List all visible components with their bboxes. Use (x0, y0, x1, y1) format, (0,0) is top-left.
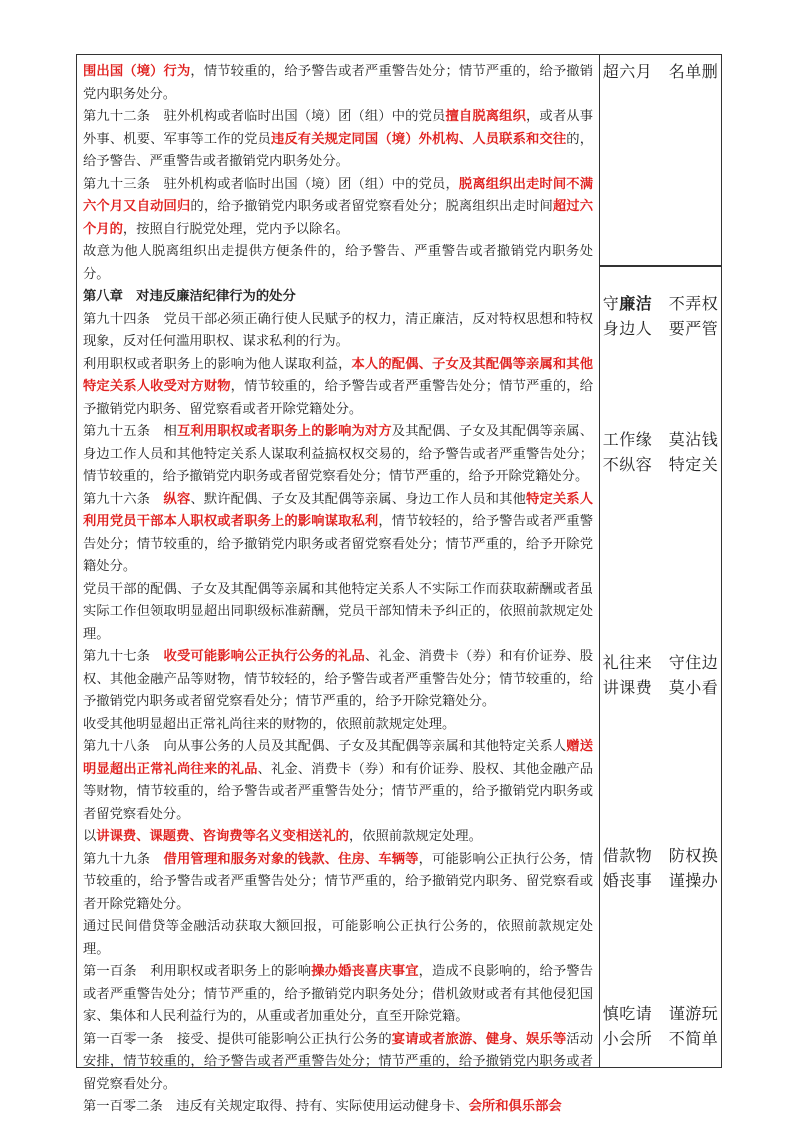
text-run: 第九十五条 相 (83, 424, 177, 439)
highlighted-phrase: 本人的配偶、子女及其配偶等亲属和其他特定关系人收受对方财物 (83, 356, 594, 394)
text-run: 第八章 对违反廉洁纪律行为的处分 (83, 289, 296, 304)
regulation-paragraph (83, 489, 593, 579)
mnemonic-line: 借款物 防权换 (602, 846, 719, 865)
text-run: ，情节较重的，给予警告或者严重警告处分；情节严重的，给予撤销党内职务、留党察看或者开除党籍处分。 (83, 379, 594, 417)
highlighted-phrase: 互利用职权或者职务上的影响为对方 (176, 424, 392, 439)
highlighted-phrase: 操办婚丧喜庆事宜 (311, 964, 419, 979)
text-run: 党员干部的配偶、子女及其配偶等亲属和其他特定关系人不实际工作而获取薪酬或者虽实际工作但领取明显超出同职级标准薪酬，党员干部知情未予纠正的，依照前款规定处理。 (83, 581, 593, 642)
regulation-paragraph (83, 579, 593, 647)
mnemonic-line: 不纵容 特定关 (602, 455, 719, 474)
mnemonic-column (600, 55, 721, 1067)
regulation-paragraph (83, 1029, 593, 1097)
text-run: 第九十六条 (83, 491, 164, 507)
highlighted-phrase: 会所和俱乐部会 (468, 1099, 562, 1114)
text-run: ，按照自行脱党处理，党内予以除名。 (122, 221, 349, 237)
section-divider (600, 265, 721, 266)
text-run: 第九十四条 党员干部必须正确行使人民赋予的权力，清正廉洁，反对特权思想和特权现象，反对任何滥用职权、谋求私利的行为。 (83, 311, 593, 349)
mnemonic-cell (600, 59, 721, 84)
mnemonic-line: 工作缘 莫沾钱 (602, 430, 719, 449)
text-run: 守 (602, 294, 620, 313)
mnemonic-cell (600, 1001, 721, 1051)
mnemonic-line: 慎吃请 谨游玩 (602, 1004, 719, 1023)
regulation-paragraph (83, 961, 593, 1029)
mnemonic-line: 超六月 名单删 (602, 62, 719, 81)
mnemonic-line: 身边人 要严管 (602, 319, 719, 338)
text-run: 收受其他明显超出正常礼尚往来的财物的，依照前款规定处理。 (83, 716, 456, 732)
section-divider (600, 266, 721, 267)
highlighted-phrase: 超过六个月的 (83, 199, 594, 237)
highlighted-phrase: 脱离组织出走时间不满六个月又自动回归 (83, 176, 594, 214)
regulation-paragraph (83, 354, 593, 422)
emphasized-text: 廉洁 (619, 294, 653, 313)
highlighted-phrase: 讲课费、课题费、咨询费等名义变相送礼的 (96, 829, 349, 844)
highlighted-phrase: 借用管理和服务对象的钱款、住房、车辆等 (163, 851, 419, 867)
text-run: 利用职权或者职务上的影响为他人谋取利益， (83, 356, 352, 372)
regulation-text-column (77, 55, 600, 1114)
regulation-paragraph (83, 646, 593, 714)
text-run: 第九十三条 驻外机构或者临时出国（境）团（组）中的党员， (83, 176, 459, 192)
mnemonic-line: 小会所 不简单 (602, 1029, 719, 1048)
highlighted-phrase: 围出国（境）行为 (83, 64, 191, 79)
regulation-paragraph (83, 916, 593, 961)
regulation-paragraph (83, 714, 593, 737)
highlighted-phrase: 违反有关规定同国（境）外机构、人员联系和交往 (270, 131, 567, 147)
text-run: 第九十二条 驻外机构或者临时出国（境）团（组）中的党员 (83, 109, 446, 124)
regulation-paragraph (83, 61, 593, 106)
regulation-paragraph (83, 736, 593, 826)
regulation-paragraph (83, 826, 593, 849)
regulation-paragraph (83, 174, 593, 242)
paragraph-list (83, 61, 593, 1119)
text-run: 第一百零二条 违反有关规定取得、持有、实际使用运动健身卡、 (83, 1099, 469, 1114)
text-run: ，情节较轻的，给予警告或者严重警告处分；情节较重的，给予撤销党内职务或者留党察看处分；情节严重的，给予开除党籍处分。 (83, 514, 594, 574)
text-run: 及其配偶、子女及其配偶等亲属、身边工作人员和其他特定关系人谋取利益搞权权交易的，给予警告或者严重警告处分；情节较重的，给予撤销党内职务或者留党察看处分；情节严重的，给予开除党籍处分。 (83, 424, 594, 484)
text-run: ，情节较重的，给予警告或者严重警告处分；情节严重的，给予撤销党内职务处分。 (83, 64, 594, 102)
document-table (76, 54, 722, 1114)
regulation-paragraph (83, 1096, 593, 1119)
text-run: 第一百零一条 接受、提供可能影响公正执行公务的 (83, 1031, 392, 1047)
text-run: 通过民间借贷等金融活动获取大额回报，可能影响公正执行公务的，依照前款规定处理。 (83, 919, 593, 957)
text-run: 第九十八条 向从事公务的人员及其配偶、子女及其配偶等亲属和其他特定关系人 (83, 739, 567, 754)
text-run: 、礼金、消费卡（券）和有价证券、股权、其他金融产品等财物，情节较轻的，给予警告或者严重警告处分；情节较重的，给予撤销党内职务或者留党察看处分；情节严重的，给予开除党籍处分。 (83, 649, 594, 709)
text-run: 的，给予警告、严重警告或者撤销党内职务处分。 (83, 131, 594, 169)
text-run: ，可能影响公正执行公务，情节较重的，给予警告或者严重警告处分；情节严重的，给予撤销党内职务、留党察看或者开除党籍处分。 (83, 851, 594, 912)
text-run: 故意为他人脱离组织出走提供方便条件的，给予警告、严重警告或者撤销党内职务处分。 (83, 244, 593, 282)
regulation-paragraph (83, 309, 593, 354)
chapter-heading (83, 286, 593, 309)
text-run: ，造成不良影响的，给予警告或者严重警告处分；情节严重的，给予撤销党内职务处分；借机敛财或者有其他侵犯国家、集体和人民利益行为的，从重或者加重处分，直至开除党籍。 (83, 964, 594, 1024)
text-run: 以 (83, 829, 97, 844)
highlighted-phrase: 纵容 (163, 491, 191, 507)
mnemonic-cell (600, 843, 721, 893)
text-run: ，或者从事外事、机要、军事等工作的党员 (83, 109, 594, 147)
regulation-paragraph (83, 421, 593, 489)
mnemonic-cell (600, 650, 721, 700)
mnemonic-cell (600, 291, 721, 341)
text-run: 的，给予撤销党内职务或者留党察看处分；脱离组织出走时间 (190, 199, 553, 214)
regulation-paragraph (83, 849, 593, 917)
highlighted-phrase: 擅自脱离组织 (445, 109, 527, 124)
highlighted-phrase: 赠送明显超出正常礼尚往来的礼品 (83, 739, 594, 777)
text-run: 第一百条 利用职权或者职务上的影响 (83, 964, 312, 979)
highlighted-phrase: 宴请或者旅游、健身、娱乐等 (391, 1031, 567, 1047)
mnemonic-line (600, 291, 721, 316)
text-run: ，依照前款规定处理。 (348, 829, 482, 844)
text-run: 不弄权 (652, 294, 719, 313)
mnemonic-cell (600, 427, 721, 477)
mnemonic-line: 讲课费 莫小看 (602, 678, 719, 697)
text-run: 活动安排，情节较重的，给予警告或者严重警告处分；情节严重的，给予撤销党内职务或者留党察看处分。 (83, 1031, 594, 1092)
regulation-paragraph (83, 241, 593, 286)
text-run: 第九十九条 (83, 851, 164, 867)
text-run: 第九十七条 (83, 649, 164, 664)
highlighted-phrase: 特定关系人利用党员干部本人职权或者职务上的影响谋取私利 (83, 491, 594, 529)
mnemonic-line: 礼往来 守住边 (602, 653, 719, 672)
text-run: 、默许配偶、子女及其配偶等亲属、身边工作人员和其他 (190, 491, 527, 507)
highlighted-phrase: 收受可能影响公正执行公务的礼品 (163, 649, 365, 664)
regulation-paragraph (83, 106, 593, 174)
text-run: 、礼金、消费卡（券）和有价证券、股权、其他金融产品等财物，情节较重的，给予警告或者严重警告处分；情节严重的，给予撤销党内职务或者留党察看处分。 (83, 761, 594, 822)
mnemonic-line: 婚丧事 谨操办 (602, 871, 719, 890)
